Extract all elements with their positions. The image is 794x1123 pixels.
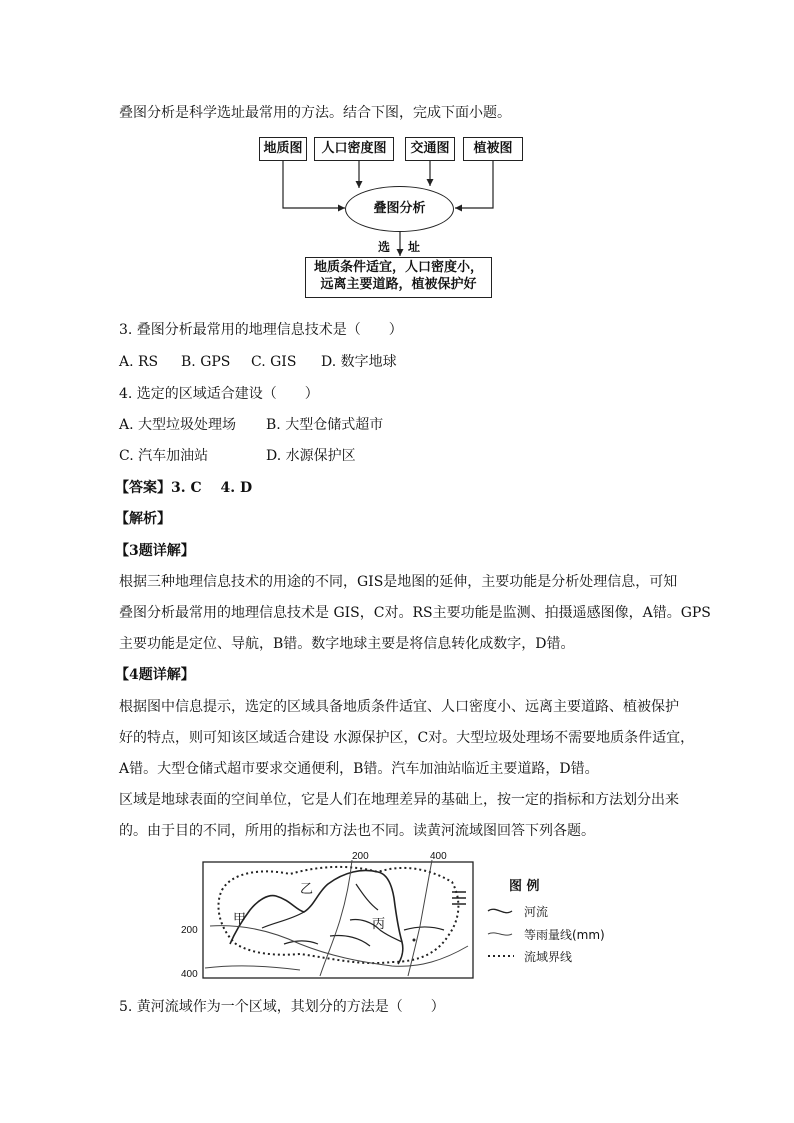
- region-label-bing: 丙: [372, 917, 386, 932]
- isohyet-label-left-400: 400: [181, 969, 198, 980]
- region-label-jia: 甲: [233, 912, 247, 927]
- q4-option-b: B. 大型仓储式超市: [266, 417, 384, 433]
- answer-line: 【答案】3. C 4. D: [115, 480, 253, 496]
- question-5-stem: 5. 黄河流域作为一个区域，其划分的方法是（ ）: [119, 999, 445, 1015]
- vegetation-map-box: 植被图: [463, 137, 523, 161]
- isohyet-label-left-200: 200: [181, 925, 198, 936]
- question-3-options: [119, 352, 397, 372]
- q4-detail-heading: 【4题详解】: [115, 667, 195, 683]
- question-4-stem: 4. 选定的区域适合建设（ ）: [119, 386, 319, 402]
- isohyet-label-top-200: 200: [352, 851, 369, 862]
- overlay-analysis-node: 叠图分析: [345, 186, 454, 232]
- q3-option-c: C. GIS: [251, 354, 297, 370]
- map-legend-title: 图 例: [509, 879, 540, 894]
- flowchart-connectors: [0, 0, 794, 300]
- result-line-1: 地质条件适宜，人口密度小，: [313, 260, 483, 275]
- q4-option-c: C. 汽车加油站: [119, 448, 209, 464]
- intro-text: 叠图分析是科学选址最常用的方法。结合下图，完成下面小题。: [119, 105, 511, 121]
- q4-detail-line-1: 根据图中信息提示，选定的区域具备地质条件适宜、人口密度小、远离主要道路、植被保护: [119, 699, 679, 715]
- analysis-heading: 【解析】: [115, 511, 171, 527]
- q4-option-d: D. 水源保护区: [266, 448, 356, 464]
- population-density-map-box: 人口密度图: [314, 137, 394, 161]
- q3-option-d: D. 数字地球: [321, 354, 397, 370]
- flow-label-select: 选: [378, 240, 391, 254]
- q4-detail-line-3: A错。大型仓储式超市要求交通便利，B错。汽车加油站临近主要道路，D错。: [119, 761, 599, 777]
- q3-detail-line-2: 叠图分析最常用的地理信息技术是 GIS，C对。RS主要功能是监测、拍摄遥感图像，A错。GPS: [119, 605, 711, 621]
- question-4-options-row1: [119, 415, 383, 435]
- result-line-2: 远离主要道路，植被保护好: [320, 277, 477, 292]
- region-intro-line-2: 的。由于目的不同，所用的指标和方法也不同。读黄河流域图回答下列各题。: [119, 823, 595, 839]
- flow-label-site: 址: [408, 240, 421, 254]
- q3-detail-line-3: 主要功能是定位、导航，B错。数字地球主要是将信息转化成数字，D错。: [119, 636, 575, 652]
- q3-option-b: B. GPS: [181, 354, 231, 370]
- q4-detail-line-2: 好的特点，则可知该区域适合建设 水源保护区，C对。大型垃圾处理场不需要地质条件适宜，: [119, 730, 695, 746]
- question-3-stem: 3. 叠图分析最常用的地理信息技术是（ ）: [119, 322, 403, 338]
- isohyet-label-top-400: 400: [430, 851, 447, 862]
- q3-option-a: A. RS: [119, 354, 159, 370]
- question-4-options-row2: [119, 446, 356, 466]
- q3-detail-heading: 【3题详解】: [115, 543, 195, 559]
- geology-map-box: 地质图: [259, 137, 307, 161]
- site-result-box: [305, 257, 492, 298]
- region-intro-line-1: 区域是地球表面的空间单位，它是人们在地理差异的基础上，按一定的指标和方法划分出来: [119, 792, 679, 808]
- q3-detail-line-1: 根据三种地理信息技术的用途的不同，GIS是地图的延伸，主要功能是分析处理信息，可知: [119, 574, 678, 590]
- region-label-yi: 乙: [300, 882, 314, 897]
- traffic-map-box: 交通图: [405, 137, 455, 161]
- legend-isohyet: 等雨量线(mm): [524, 928, 605, 942]
- q4-option-a: A. 大型垃圾处理场: [119, 417, 237, 433]
- legend-basin-boundary: 流域界线: [524, 950, 573, 964]
- legend-river: 河流: [524, 905, 549, 919]
